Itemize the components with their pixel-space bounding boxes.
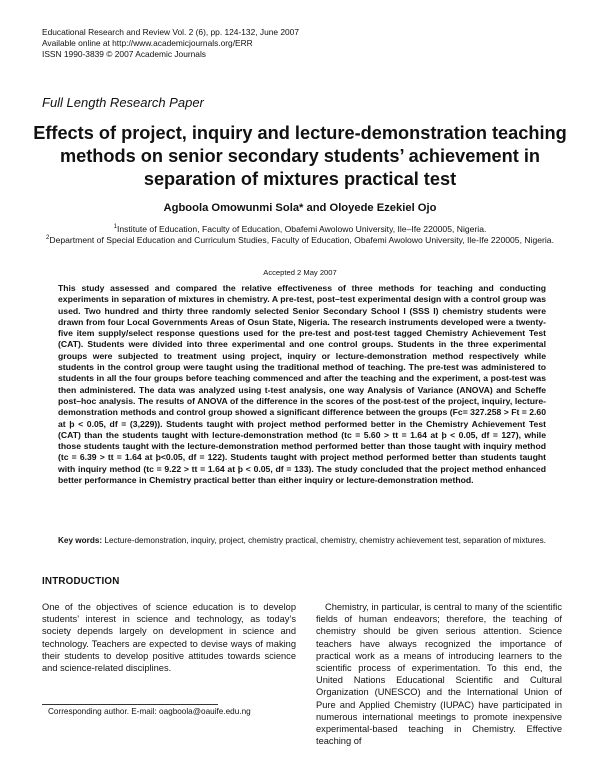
corresponding-author-footnote: Corresponding author. E-mail: oagboola@oauife.edu.ng — [48, 707, 251, 716]
affiliation-1 — [40, 224, 560, 235]
footnote-divider — [42, 704, 218, 705]
journal-header — [42, 27, 299, 61]
journal-issn: ISSN 1990-3839 © 2007 Academic Journals — [42, 49, 206, 60]
affiliation-2-text: Department of Special Education and Curriculum Studies, Faculty of Education, Obafemi Awolowo University, Ile-Ife 220005, Nigeria. — [49, 235, 554, 246]
section-heading-introduction: INTRODUCTION — [42, 576, 120, 587]
journal-citation: Educational Research and Review Vol. 2 (6), pp. 124-132, June 2007 — [42, 27, 299, 37]
accepted-date: Accepted 2 May 2007 — [263, 268, 337, 277]
keywords — [58, 535, 546, 546]
affiliation-2-mark: 2 — [46, 235, 50, 242]
affiliation-1-text: Institute of Education, Faculty of Education, Obafemi Awolowo University, Ile–Ife 220005, Nigeria. — [116, 224, 487, 234]
affiliation-2 — [40, 235, 560, 246]
abstract: This study assessed and compared the relative effectiveness of three methods for teaching and conducting experiments in separation of mixtures in chemistry. A pre-test, post–test experimental design with a control group was used. Two hundred and thirty three randomly selected Senior Secondary School I (SSS I) chemistry students were drawn from four Local Governments Areas of Osun State, Nigeria. The research instruments developed were a twenty-five item supply/select response questions used for the pre-test and post-test tagged Chemistry Achievement Test (CAT). Students were divided into three experimental and one control groups. Students in the three experimental groups were subjected to treatment using project, inquiry or lecture-demonstration method respectively while students in the control group were taught using the traditional method of teaching. The pre-test was administered to students in all the four groups before teaching commenced and after the teaching and the experiment, a post-test was then administered. The data was analyzed using t-test analysis, one way Analysis of Variance (ANOVA) and Scheffe post–hoc analysis. The results of ANOVA of the difference in the scores of the post-test of the project, inquiry, lecture-demonstration methods and control group showed a significant difference between the groups (Fc= 327.258 > Ft = 2.60 at þ < 0.05, df = (3,229)). Students taught with project method performed better in the Chemistry Achievement Test (CAT) than the students taught with lecture-demonstration method (tc = 5.60 > tt = 1.64 at þ < 0.05, df = 127), while those students taught with the lecture-demonstration method performed better than those taught with inquiry method (tc = 6.39 > tt = 1.64 at þ<0.05, df = 122). Students taught with project method performed better than students taught with inquiry method (tc = 9.22 > tt = 1.64 at þ < 0.05, df = 133). The study concluded that the project method enhanced better performance in Chemistry practical better than either inquiry or lecture-demonstration method. — [58, 283, 546, 486]
affiliations — [40, 224, 560, 247]
keywords-label: Key words: — [58, 536, 103, 545]
intro-left-column: One of the objectives of science education is to develop students’ interest in science and technology, as today’s society depends largely on development in science and technology. Teachers are expected to devise ways of making their students to develop positive attitudes towards science and science-related disciplines. — [42, 602, 296, 674]
paper-title: Effects of project, inquiry and lecture-demonstration teaching methods on senior secondary students’ achievement in separation of mixtures practical test — [33, 123, 567, 189]
intro-right-column: Chemistry, in particular, is central to many of the scientific fields of human endeavors; therefore, the teaching of chemistry should be given serious attention. Science teachers have always recognized the importance of practical work as a means of introducing learners to the scientific process of experimentation. To this end, the United Nations Educational Scientific and Cultural Organization (UNESCO) and the International Union of Pure and Applied Chemistry (IUPAC) have participated in numerous international meetings to promote inexpensive experimental-based teaching in Chemistry. Effective teaching of — [316, 602, 562, 747]
journal-url: Available online at http://www.academicjournals.org/ERR — [42, 38, 253, 49]
keywords-text: Lecture-demonstration, inquiry, project, chemistry practical, chemistry, chemistry achievement test, separation of mixtures. — [104, 536, 546, 545]
affiliation-1-mark: 1 — [113, 224, 117, 231]
author-list: Agboola Omowunmi Sola* and Oloyede Ezekiel Ojo — [163, 202, 437, 214]
paper-type: Full Length Research Paper — [42, 95, 204, 110]
